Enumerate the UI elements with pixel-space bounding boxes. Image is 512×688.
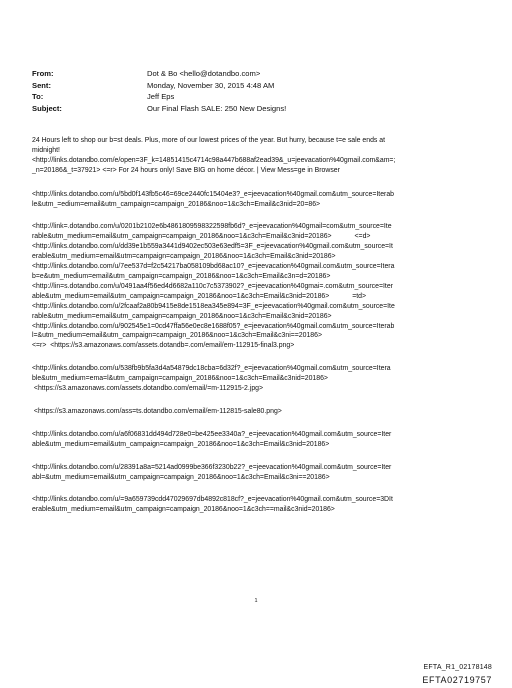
sent-label: Sent: [32, 80, 51, 90]
body-line: ble&utm_medium=ema=l&utm_campaign=campaign_20186&noo=1&c3ch=Email&c3nid=20186> [32, 375, 328, 383]
body-line: <https://s3.amazonaws.com/assets.dotandbo.com/email/=m-112915-2.jpg> [32, 385, 264, 393]
bates-number-secondary: EFTA02719757 [422, 675, 492, 685]
body-line: _n=20186&_t=37921> <=r> For 24 hours only! Save BIG on home décor. | View Mess=ge in Browser [32, 166, 340, 174]
body-line: l=&utm_medium=email&utm_campaign=campaign_20186&noo=1&c3ch=Email&c3ni==20186> [32, 332, 322, 340]
body-line: <http://links.dotandbo.com/u/2fcaaf2a80b9415e8de1518ea345e894=3F_e=jeevacation%40gmail.com&utm_source=Ite [32, 302, 395, 310]
body-paragraph [32, 407, 480, 417]
body-line: <http://lin=s.dotandbo.com/u/0491aa4f56ed4d6682a110c7c5373902?_e=jeevacation%40gmai=.com&utm_source=Iter [32, 282, 393, 290]
body-paragraph [32, 136, 480, 176]
body-line: erable&utm_medium=email&utm=campaign=campaign_20186&noo=1&c3ch=Email&c3nid=20186> [32, 253, 336, 261]
body-line: able&utm_medium=email&utm_campaign=campaign_20186&noo=1&c3ch=Email&c3nid=20186> =td> [32, 292, 367, 300]
email-header [32, 68, 286, 114]
body-line: midnight! [32, 146, 60, 154]
body-paragraph [32, 364, 480, 394]
sent-row [32, 80, 286, 92]
body-line: <http://links.dotandbo.com/u/7ee537d=f2c54217ba058109bd68ac10?_e=jeevacation%40gmail.com&utm_source=Itera [32, 263, 395, 271]
body-line: <http://links.dotandbo.com/u/a6f06831dd494d728e0=be425ee3340a?_e=jeevacation%40gmail.com&utm_source=Iter [32, 430, 392, 438]
body-line: le&utm_=edium=email&utm_campaign=campaign_20186&noo=1&c3ch=Email&c3nid=20=86> [32, 200, 321, 208]
body-line: <https://s3.amazonaws.com/ass=ts.dotandbo.com/email/em-112815-sale80.png> [32, 407, 282, 415]
to-label: To: [32, 92, 44, 102]
subject-value: Our Final Flash SALE: 250 New Designs! [147, 103, 287, 113]
body-paragraph [32, 222, 480, 351]
body-line: rable&utm_medium=email&utm_campaign=campaign_20186&noo=1&c3ch=Email&c3nid=20186> [32, 312, 332, 320]
body-line: able&utm_medium=email&utm_campaign=campaign_20186&noo=1&c3ch=Email&c3nid=20186> [32, 440, 330, 448]
body-line: <http://links.dotandbo.com/u/dd39e1b559a3441d9402ec503e63edf5=3F_e=jeevacation%40gmail.com&utm_source=It [32, 243, 393, 251]
body-line: <http://links.dotandbo.com/u/28391a8a=5214ad0999be366f3230b22?_e=jeevacation%40gmail.com&utm_source=Iter [32, 463, 392, 471]
from-label: From: [32, 69, 54, 78]
body-line: abl=&utm_medium=email&utm_campaign=campaign_20186&noo=1&c3ch=Email&c3ni==20186> [32, 473, 330, 481]
body-line: <=r> <https://s3.amazonaws.com/assets.dotandb=.com/email/em-112915-final3.png> [32, 342, 295, 350]
body-line: rable&utm_medium=email&utm_campaign=campaign_20186&noo=1&c3ch=Email&c3nid=20186> <=d> [32, 233, 371, 241]
body-line: <http://links.dotandbo.com/u/=9a659739cdd47029697db4892c818cf?_e=jeevacation%40gmail.com&utm_source=3DIt [32, 496, 393, 504]
sent-value: Monday, November 30, 2015 4:48 AM [147, 80, 275, 90]
body-line: <http://links.dotandbo.com/u/902545e1=0cd47ffa56e0ec8e1688f05?_e=jeevacation%40gmail.com&utm_source=Iterab [32, 322, 395, 330]
to-value: Jeff Eps [147, 92, 175, 102]
email-body [32, 136, 480, 528]
from-row [32, 68, 286, 80]
body-line: <http://links.dotandbo.com/e/open=3F_k=14851415c4714c98a447b688af2ead39&_u=jeevacation%40gmail.com&am=; [32, 156, 396, 164]
body-line: <http://links.dotandbo.com/u/538fb9b5fa3d4a54879dc18cba=6d32f?_e=jeevacation%40gmail.com&utm_source=Itera [32, 365, 391, 373]
body-line: 24 Hours left to shop our b=st deals. Plus, more of our lowest prices of the year. But hurry, because t=e sale ends at [32, 137, 386, 144]
body-paragraph [32, 463, 480, 483]
body-line: erable&utm_medium=email&utm_campaign=campaign_20186&noo=1&c3ch==mail&c3nid=20186> [32, 506, 335, 514]
body-line: <http://link=.dotandbo.com/u/0201b2102e6b4861809598322598fb6d?_e=jeevacation%40gmail=com&utm_source=Ite [32, 223, 392, 231]
to-row [32, 91, 286, 103]
body-paragraph [32, 495, 480, 515]
page-number: 1 [254, 598, 258, 604]
body-paragraph [32, 430, 480, 450]
subject-label: Subject: [32, 103, 62, 113]
body-line: <http://links.dotandbo.com/u/5bd0f143fb5c46=69ce2440fc15404e3?_e=jeevacation%40gmail.com&utm_source=Iterab [32, 190, 395, 198]
subject-row [32, 103, 286, 115]
from-value: Dot & Bo <hello@dotandbo.com> [147, 69, 261, 78]
body-paragraph [32, 190, 480, 210]
body-line: b=e&utm_medium=email&utm_campaign=campaign_20186&noo=1&c3ch=Email&c3n=d=20186> [32, 272, 331, 280]
bates-number-primary: EFTA_R1_02178148 [423, 664, 492, 671]
